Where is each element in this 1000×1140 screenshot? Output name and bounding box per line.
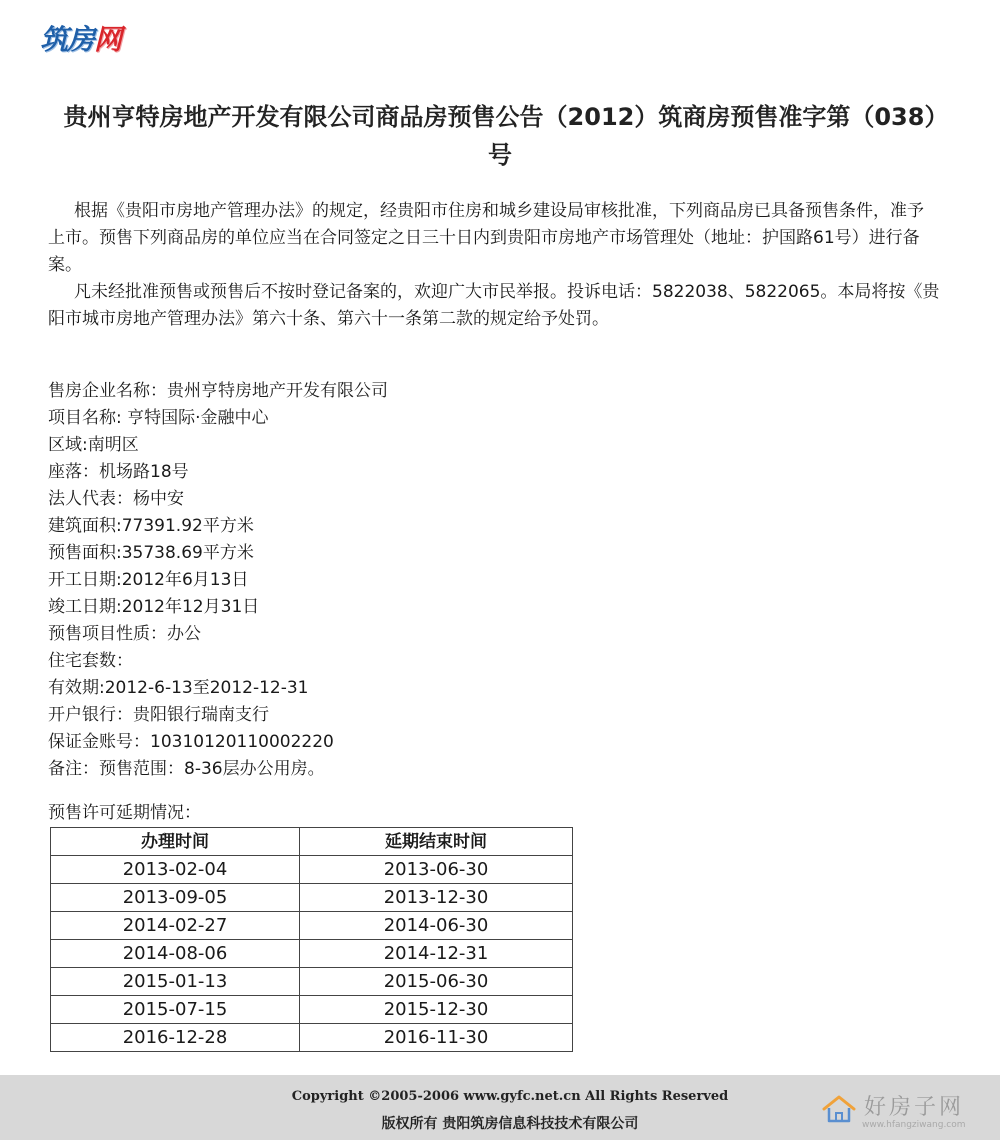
field-bank: 开户银行：贵阳银行瑞南支行	[48, 705, 269, 725]
extension-table	[50, 827, 573, 1052]
table-cell: 2013-02-04	[51, 856, 300, 884]
table-row	[51, 912, 573, 940]
table-row	[51, 940, 573, 968]
field-remarks: 备注：预售范围：8-36层办公用房。	[48, 759, 325, 779]
footer-copyright: Copyright ©2005-2006 www.gyfc.net.cn All Rights Reserved	[291, 1089, 729, 1104]
table-header-row	[51, 828, 573, 856]
field-presale-area: 预售面积:35738.69平方米	[48, 543, 254, 563]
watermark-text: 好房子网	[864, 1095, 965, 1120]
watermark	[822, 1090, 992, 1135]
intro-paragraph-2: 凡未经批准预售或预售后不按时登记备案的，欢迎广大市民举报。投诉电话：5822038、5822065。本局将按《贵阳市城市房地产管理办法》第六十条、第六十一条第二款的规定给予处罚。	[48, 282, 940, 329]
table-cell: 2013-06-30	[300, 856, 573, 884]
table-row	[51, 1024, 573, 1052]
table-cell: 2016-12-28	[51, 1024, 300, 1052]
table-cell: 2014-06-30	[300, 912, 573, 940]
field-residential-units: 住宅套数：	[48, 651, 133, 671]
column-header-date: 办理时间	[51, 828, 300, 856]
table-cell: 2014-02-27	[51, 912, 300, 940]
table-row	[51, 968, 573, 996]
table-cell: 2014-08-06	[51, 940, 300, 968]
watermark-url: www.hfangziwang.com	[862, 1120, 966, 1130]
table-cell: 2014-12-31	[300, 940, 573, 968]
field-building-area: 建筑面积:77391.92平方米	[48, 516, 254, 536]
table-cell: 2016-11-30	[300, 1024, 573, 1052]
logo-text-accent: 网	[94, 23, 122, 56]
table-cell: 2015-12-30	[300, 996, 573, 1024]
house-icon	[822, 1094, 856, 1124]
field-project-name: 项目名称: 亨特国际·金融中心	[48, 408, 269, 428]
page-title: 贵州亨特房地产开发有限公司商品房预售公告（2012）筑商房预售准字第（038）号	[63, 103, 937, 169]
table-cell: 2015-01-13	[51, 968, 300, 996]
field-legal-rep: 法人代表：杨中安	[48, 489, 184, 509]
table-cell: 2013-09-05	[51, 884, 300, 912]
field-seller: 售房企业名称：贵州亨特房地产开发有限公司	[48, 381, 388, 401]
table-row	[51, 996, 573, 1024]
project-info	[48, 378, 748, 783]
footer-rights: 版权所有 贵阳筑房信息科技技术有限公司	[381, 1116, 639, 1132]
table-row	[51, 856, 573, 884]
field-property-type: 预售项目性质：办公	[48, 624, 201, 644]
extension-label: 预售许可延期情况：	[48, 803, 201, 823]
field-start-date: 开工日期:2012年6月13日	[48, 570, 249, 590]
logo-text: 筑房	[40, 23, 95, 56]
table-cell: 2013-12-30	[300, 884, 573, 912]
table-row	[51, 884, 573, 912]
intro-text	[48, 198, 940, 333]
site-logo[interactable]	[40, 18, 121, 58]
field-location: 座落：机场路18号	[48, 462, 189, 482]
table-cell: 2015-07-15	[51, 996, 300, 1024]
table-cell: 2015-06-30	[300, 968, 573, 996]
field-deposit-account: 保证金账号：10310120110002220	[48, 732, 334, 752]
column-header-end-date: 延期结束时间	[300, 828, 573, 856]
field-completion-date: 竣工日期:2012年12月31日	[48, 597, 260, 617]
field-district: 区域:南明区	[48, 435, 139, 455]
intro-paragraph-1: 根据《贵阳市房地产管理办法》的规定，经贵阳市住房和城乡建设局审核批准，下列商品房已具备预售条件，准予上市。预售下列商品房的单位应当在合同签定之日三十日内到贵阳市房地产市场管理处（地址：护国路61号）进行备案。	[48, 201, 924, 275]
field-validity: 有效期:2012-6-13至2012-12-31	[48, 678, 309, 698]
